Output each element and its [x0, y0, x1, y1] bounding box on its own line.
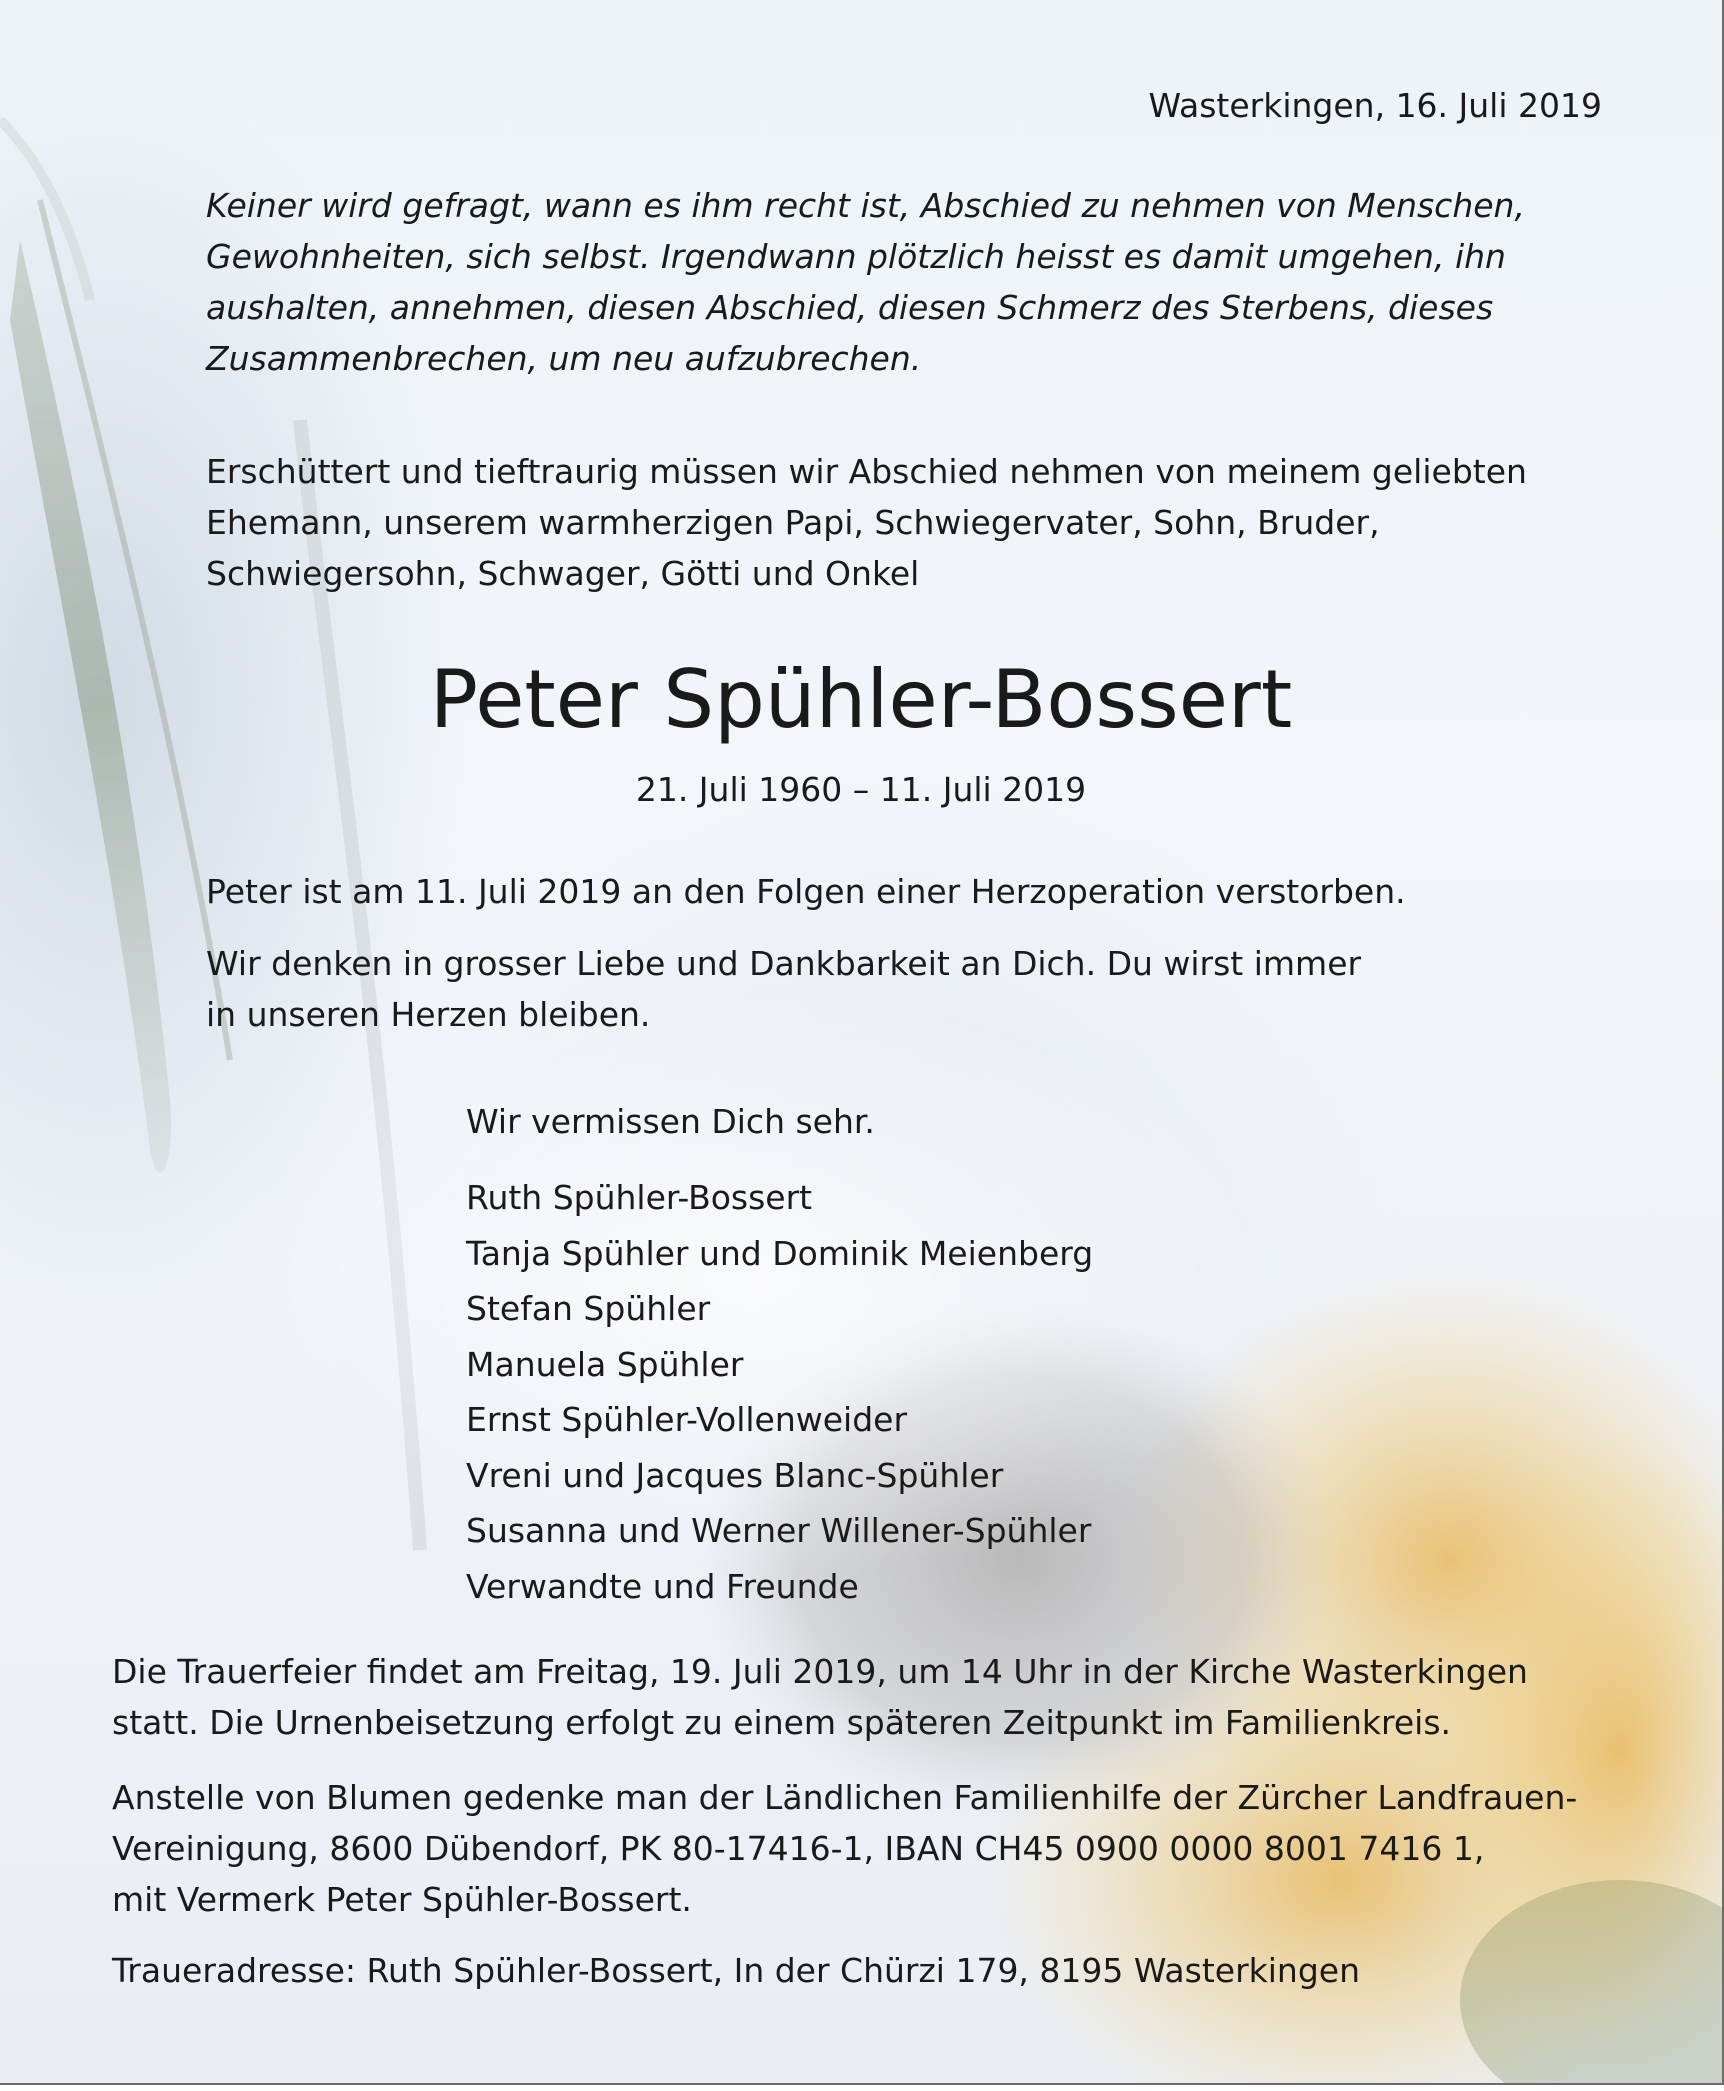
donation-info: [112, 1772, 1577, 1925]
mourner-name: Tanja Spühler und Dominik Meienberg: [466, 1233, 1094, 1273]
intro-line: Erschüttert und tieftraurig müssen wir Abschied nehmen von meinem geliebten: [206, 452, 1527, 491]
mourner-name: Stefan Spühler: [466, 1289, 711, 1328]
mourner-name: Verwandte und Freunde: [466, 1566, 859, 1606]
life-dates: 21. Juli 1960 – 11. Juli 2019: [635, 770, 1087, 809]
mourner-name: Ernst Spühler-Vollenweider: [466, 1400, 908, 1439]
donation-line: mit Vermerk Peter Spühler-Bossert.: [112, 1880, 692, 1919]
donation-line: Anstelle von Blumen gedenke man der Ländlichen Familienhilfe der Zürcher Landfrauen-: [112, 1778, 1578, 1817]
thanks-paragraph: [206, 938, 1361, 1040]
donation-line: Vereinigung, 8600 Dübendorf, PK 80-17416-1, IBAN CH45 0900 0000 8001 7416 1,: [112, 1829, 1485, 1868]
mourner-name: Ruth Spühler-Bossert: [466, 1178, 813, 1217]
funeral-info: [112, 1646, 1528, 1748]
thanks-line: in unseren Herzen bleiben.: [206, 995, 651, 1034]
place-date: Wasterkingen, 16. Juli 2019: [1148, 86, 1602, 125]
quote-line: aushalten, annehmen, diesen Abschied, diesen Schmerz des Sterbens, dieses: [206, 288, 1494, 327]
mourner-name: Manuela Spühler: [466, 1344, 744, 1384]
mourner-name: Vreni und Jacques Blanc-Spühler: [466, 1455, 1004, 1495]
quote-line: Keiner wird gefragt, wann es ihm recht ist, Abschied zu nehmen von Menschen,: [206, 186, 1525, 225]
miss-line: Wir vermissen Dich sehr.: [466, 1102, 875, 1141]
intro-paragraph: [206, 446, 1527, 599]
funeral-line: Die Trauerfeier findet am Freitag, 19. Juli 2019, um 14 Uhr in der Kirche Wasterkingen: [112, 1652, 1528, 1691]
quote-paragraph: [206, 180, 1525, 384]
funeral-line: statt. Die Urnenbeisetzung erfolgt zu einem späteren Zeitpunkt im Familienkreis.: [112, 1703, 1452, 1742]
thanks-line: Wir denken in grosser Liebe und Dankbarkeit an Dich. Du wirst immer: [206, 944, 1362, 983]
intro-line: Ehemann, unserem warmherzigen Papi, Schwiegervater, Sohn, Bruder,: [206, 503, 1380, 542]
mourning-address: Traueradresse: Ruth Spühler-Bossert, In der Chürzi 179, 8195 Wasterkingen: [112, 1951, 1360, 1990]
quote-line: Gewohnheiten, sich selbst. Irgendwann plötzlich heisst es damit umgehen, ihn: [206, 237, 1506, 276]
death-note: Peter ist am 11. Juli 2019 an den Folgen einer Herzoperation verstorben.: [206, 872, 1406, 911]
mourner-name: Susanna und Werner Willener-Spühler: [466, 1511, 1092, 1550]
deceased-name: Peter Spühler-Bossert: [429, 653, 1293, 746]
quote-line: Zusammenbrechen, um neu aufzubrechen.: [206, 339, 922, 378]
mourners-list: [466, 1170, 1093, 1614]
intro-line: Schwiegersohn, Schwager, Götti und Onkel: [206, 554, 920, 593]
